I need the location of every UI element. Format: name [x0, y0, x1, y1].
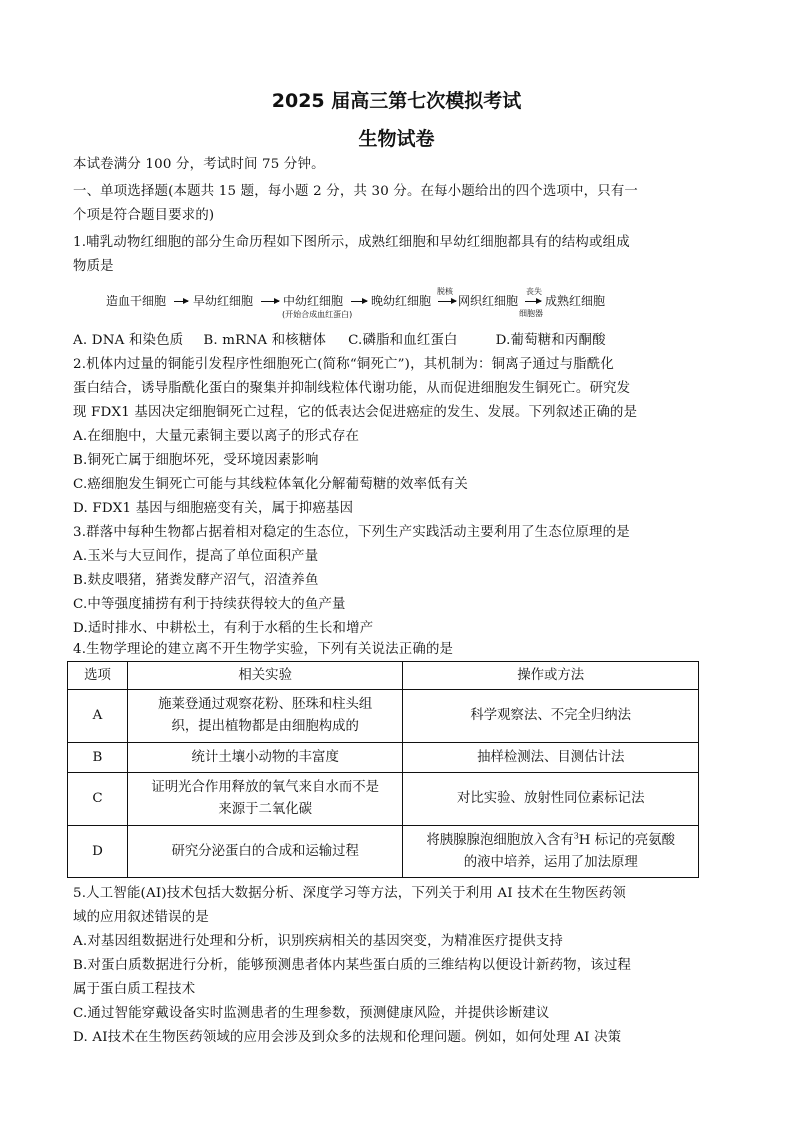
flow-node-mid: 中幼红细胞 [283, 294, 344, 308]
flow-label-organelles: 细胞器 [519, 309, 543, 318]
flow-arrow-1 [174, 301, 188, 302]
cell-line: 施莱登通过观察花粉、胚珠和柱头组 [158, 697, 373, 712]
header-option: 选项 [68, 662, 128, 690]
flow-label-enucleation: 脱核 [437, 287, 453, 296]
flow-arrow-5 [525, 301, 541, 302]
method-text: 将胰腺腺泡细胞放入含有 [426, 832, 574, 848]
q1-options [73, 329, 733, 353]
flow-node-reticulocyte: 网织红细胞 [458, 294, 519, 308]
q3-option-a: A.玉米与大豆间作，提高了单位面积产量 [73, 549, 319, 564]
q2-stem-line2: 蛋白结合，诱导脂酰化蛋白的聚集并抑制线粒体代谢功能，从而促进细胞发生铜死亡。研究发 [73, 381, 631, 396]
cell-line: 的液中培养，运用了加法原理 [463, 854, 638, 870]
cell-line: 织，提出植物都是由细胞构成的 [171, 719, 359, 734]
exam-title: 2025 届高三第七次模拟考试 [271, 90, 522, 112]
method-text: H 标记的亮氨酸 [578, 832, 676, 848]
table-row [68, 826, 699, 878]
row-method [403, 826, 699, 878]
flow-arrow-4 [438, 301, 456, 302]
flow-arrow-2 [261, 301, 279, 302]
q1-option-c: C.磷脂和血红蛋白 [348, 333, 458, 348]
q1-option-b: B. mRNA 和核糖体 [203, 333, 327, 348]
flow-node-mature: 成熟红细胞 [545, 294, 606, 308]
row-option: D [68, 826, 128, 878]
q3-option-b: B.麸皮喂猪，猪粪发酵产沼气，沼渣养鱼 [73, 573, 319, 588]
row-experiment [127, 773, 403, 826]
flow-node-early: 早幼红细胞 [193, 294, 254, 308]
table-row [68, 743, 699, 773]
table-row [68, 690, 699, 743]
header-method: 操作或方法 [403, 662, 699, 690]
q2-stem-line3: 现 FDX1 基因决定细胞铜死亡过程，它的低表达会促进癌症的发生、发展。下列叙述正确的是 [73, 405, 638, 420]
exam-subject: 生物试卷 [358, 128, 435, 150]
section-heading-line2: 个项是符合题目要求的) [73, 208, 215, 223]
q2-option-c: C.癌细胞发生铜死亡可能与其线粒体氧化分解葡萄糖的效率低有关 [73, 477, 468, 492]
q3-stem: 3.群落中每种生物都占据着相对稳定的生态位，下列生产实践活动主要利用了生态位原理的是 [73, 525, 630, 540]
q1-option-d: D.葡萄糖和丙酮酸 [495, 333, 606, 348]
row-experiment: 统计土壤小动物的丰富度 [127, 743, 403, 773]
rbc-development-diagram [106, 284, 706, 324]
table-row [68, 773, 699, 826]
q5-option-c: C.通过智能穿戴设备实时监测患者的生理参数，预测健康风险，并提供诊断建议 [73, 1006, 550, 1021]
cell-line [405, 830, 696, 852]
q2-option-d: D. FDX1 基因与细胞癌变有关，属于抑癌基因 [73, 501, 354, 516]
row-experiment [127, 690, 403, 743]
q4-stem: 4.生物学理论的建立离不开生物学实验，下列有关说法正确的是 [73, 642, 454, 657]
q1-stem-line1: 1.哺乳动物红细胞的部分生命历程如下图所示，成熟红细胞和早幼红细胞都具有的结构或组成 [73, 235, 630, 250]
q3-option-c: C.中等强度捕捞有利于持续获得较大的鱼产量 [73, 597, 346, 612]
flow-arrow-3 [351, 301, 367, 302]
flow-node-late: 晚幼红细胞 [371, 294, 432, 308]
q5-stem-line1: 5.人工智能(AI)技术包括大数据分析、深度学习等方法，下列关于利用 AI 技术在生物医药领 [73, 886, 626, 901]
flow-note-hemoglobin: (开始合成血红蛋白) [282, 310, 353, 319]
flow-node-hsc: 造血干细胞 [106, 294, 167, 308]
row-option: B [68, 743, 128, 773]
header-experiment: 相关实验 [127, 662, 403, 690]
q3-option-d: D.适时排水、中耕松土，有利于水稻的生长和增产 [73, 621, 374, 636]
q5-stem-line2: 域的应用叙述错误的是 [73, 910, 209, 925]
q5-option-d: D. AI技术在生物医药领域的应用会涉及到众多的法规和伦理问题。例如，如何处理 AI 决策 [73, 1030, 622, 1045]
q2-stem-line1: 2.机体内过量的铜能引发程序性细胞死亡(简称“铜死亡”)，其机制为：铜离子通过与脂酰化 [73, 357, 614, 372]
table-header-row [68, 662, 699, 690]
q1-stem-line2: 物质是 [73, 259, 114, 274]
row-option: C [68, 773, 128, 826]
row-method: 对比实验、放射性同位素标记法 [403, 773, 699, 826]
cell-line: 来源于二氧化碳 [218, 802, 313, 817]
row-method: 科学观察法、不完全归纳法 [403, 690, 699, 743]
isotope-superscript: 3 [573, 831, 579, 841]
q2-option-b: B.铜死亡属于细胞坏死，受环境因素影响 [73, 453, 319, 468]
flow-label-lose: 丧失 [526, 287, 542, 296]
row-experiment: 研究分泌蛋白的合成和运输过程 [127, 826, 403, 878]
q5-option-b-line2: 属于蛋白质工程技术 [73, 982, 196, 997]
q2-option-a: A.在细胞中，大量元素铜主要以离子的形式存在 [73, 429, 360, 444]
section-heading-line1: 一、单项选择题(本题共 15 题，每小题 2 分，共 30 分。在每小题给出的四个选项中，只有一 [73, 184, 639, 199]
q1-option-a: A. DNA 和染色质 [73, 333, 184, 348]
row-method: 抽样检测法、目测估计法 [403, 743, 699, 773]
q4-table [67, 661, 699, 878]
exam-intro: 本试卷满分 100 分，考试时间 75 分钟。 [73, 157, 325, 172]
cell-line: 证明光合作用释放的氧气来自水而不是 [151, 780, 380, 795]
q5-option-a: A.对基因组数据进行处理和分析，识别疾病相关的基因突变，为精准医疗提供支持 [73, 934, 563, 949]
q5-option-b-line1: B.对蛋白质数据进行分析，能够预测患者体内某些蛋白质的三维结构以便设计新药物，该过程 [73, 958, 632, 973]
row-option: A [68, 690, 128, 743]
